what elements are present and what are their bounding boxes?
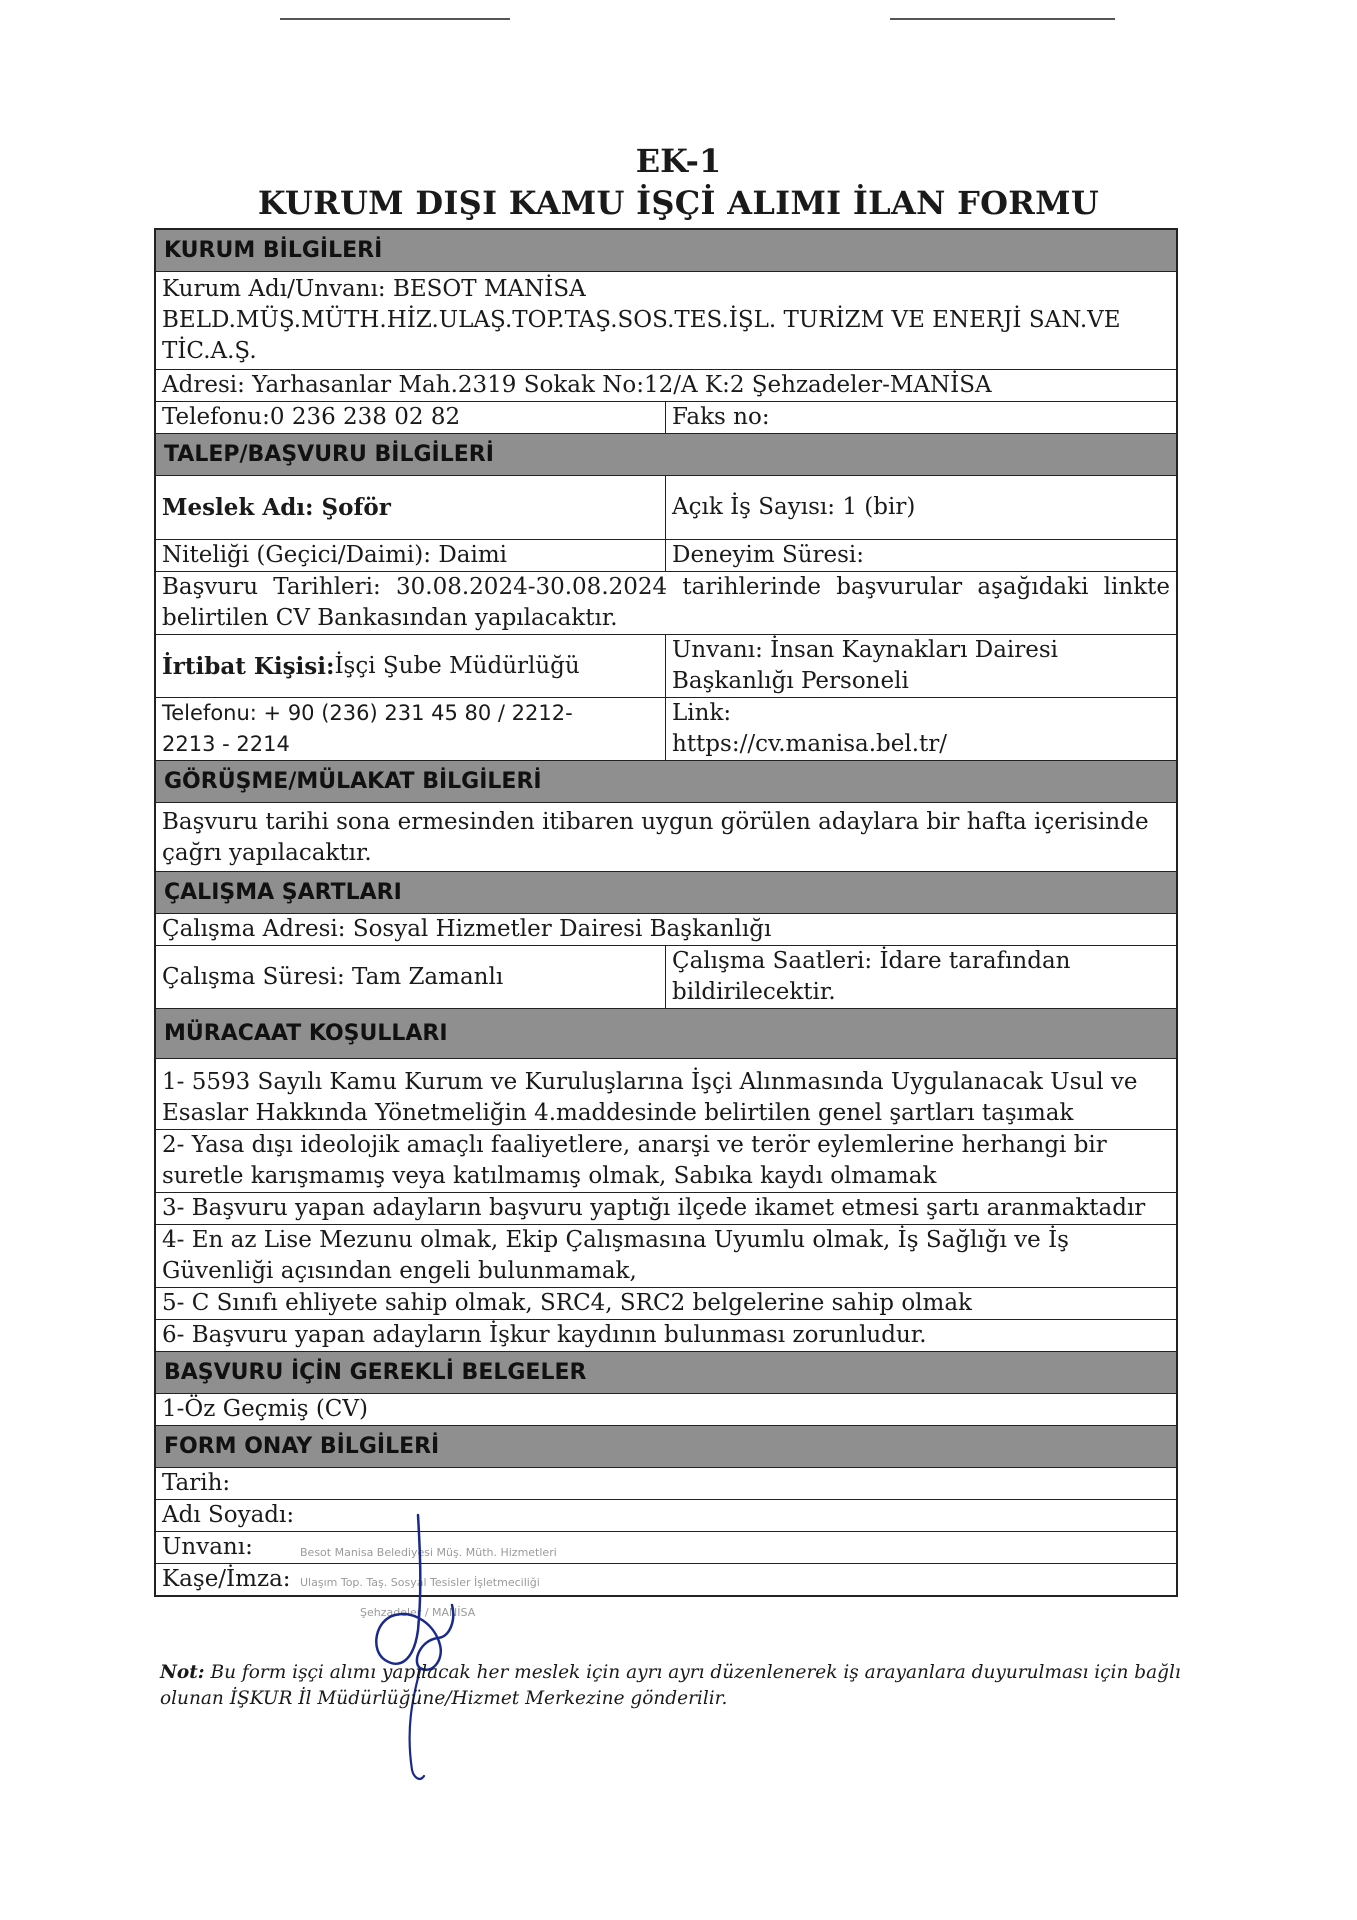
contact-title-line1: Unvanı: İnsan Kaynakları Dairesi [672, 637, 1059, 663]
row-work-address [156, 914, 1176, 946]
kurum-name-line2: BELD.MÜŞ.MÜTH.HİZ.ULAŞ.TOP.TAŞ.SOS.TES.İŞL. TURİZM VE ENERJİ SAN.VE TİC.A.Ş. [162, 307, 1121, 364]
form-title: KURUM DIŞI KAMU İŞÇİ ALIMI İLAN FORMU [257, 184, 1100, 222]
experience: Deneyim Süresi: [672, 542, 865, 568]
profession: Meslek Adı: Şoför [156, 476, 666, 539]
handwritten-signature [340, 1510, 500, 1790]
row-condition-3 [156, 1193, 1176, 1225]
row-approval-name [156, 1500, 1176, 1532]
approval-date: Tarih: [162, 1470, 231, 1496]
section-gorusme: GÖRÜŞME/MÜLAKAT BİLGİLERİ [156, 761, 1176, 803]
contact-phone-line2: 2213 - 2214 [162, 732, 290, 756]
row-condition-1 [156, 1059, 1176, 1130]
job-nature: Niteliği (Geçici/Daimi): Daimi [156, 540, 666, 571]
work-hours-line1: Çalışma Saatleri: İdare tarafından [672, 948, 1071, 974]
row-condition-6 [156, 1320, 1176, 1352]
row-condition-5 [156, 1288, 1176, 1320]
row-nature [156, 540, 1176, 572]
condition-item: 2- Yasa dışı ideolojik amaçlı faaliyetlere, anarşi ve terör eylemlerine herhangi bir suretle karışmamış veya katılmamış olmak, Sabıka kaydı olmamak [162, 1132, 1107, 1189]
footnote [160, 1660, 1190, 1712]
section-talep: TALEP/BAŞVURU BİLGİLERİ [156, 434, 1176, 476]
condition-item: 3- Başvuru yapan adayların başvuru yaptığı ilçede ikamet etmesi şartı aranmaktadır [162, 1195, 1146, 1221]
condition-item: 6- Başvuru yapan adayların İşkur kaydının bulunması zorunludur. [162, 1322, 927, 1348]
contact-value: İşçi Şube Müdürlüğü [334, 652, 580, 679]
row-dates [156, 572, 1176, 635]
work-duration: Çalışma Süresi: Tam Zamanlı [156, 946, 666, 1008]
announcement-form [154, 228, 1178, 1597]
kurum-name [156, 272, 1176, 369]
note-label: Not: [160, 1662, 205, 1683]
kurum-name-line1: Kurum Adı/Unvanı: BESOT MANİSA [162, 276, 586, 302]
row-condition-2 [156, 1130, 1176, 1193]
contact-person [156, 635, 666, 697]
kurum-address: Adresi: Yarhasanlar Mah.2319 Sokak No:12/A K:2 Şehzadeler-MANİSA [162, 372, 992, 398]
row-gorusme [156, 803, 1176, 872]
interview-info: Başvuru tarihi sona ermesinden itibaren uygun görülen adaylara bir hafta içerisinde çağrı yapılacaktır. [162, 809, 1149, 866]
kurum-phone: Telefonu:0 236 238 02 82 [156, 402, 666, 433]
row-work-hours [156, 946, 1176, 1009]
note-text: Bu form işçi alımı yapılacak her meslek için ayrı ayrı düzenlenerek iş arayanlara duyurulması için bağlı olunan İŞKUR İl Müdürlüğüne/Hizmet Merkezine gönderilir. [160, 1662, 1181, 1709]
stamp-line2: Ulaşım Top. Taş. Sosyal Tesisler İşletmeciliği [300, 1576, 540, 1589]
row-kurum-name [156, 272, 1176, 370]
row-condition-4 [156, 1225, 1176, 1288]
row-document [156, 1394, 1176, 1426]
row-kurum-address [156, 370, 1176, 402]
contact-phone [156, 698, 666, 760]
stamp-line3: Şehzadeler / MANİSA [360, 1606, 476, 1619]
document-item: 1-Öz Geçmiş (CV) [162, 1396, 368, 1422]
work-hours-line2: bildirilecektir. [672, 979, 836, 1005]
top-rule-right [890, 18, 1115, 20]
contact-title [666, 635, 1176, 697]
application-dates: Başvuru Tarihleri: 30.08.2024-30.08.2024 tarihlerinde başvurular aşağıdaki linkte belirtilen CV Bankasından yapılacaktır. [162, 574, 1170, 631]
row-approval-date [156, 1468, 1176, 1500]
stamp-line1: Besot Manisa Belediyesi Müş. Müth. Hizmetleri [300, 1546, 557, 1559]
row-profession [156, 476, 1176, 540]
section-muracaat: MÜRACAAT KOŞULLARI [156, 1009, 1176, 1059]
section-calisma: ÇALIŞMA ŞARTLARI [156, 872, 1176, 914]
work-hours [666, 946, 1176, 1008]
contact-label: İrtibat Kişisi: [162, 652, 335, 680]
work-address: Çalışma Adresi: Sosyal Hizmetler Dairesi Başkanlığı [162, 916, 772, 942]
condition-item: 5- C Sınıfı ehliyete sahip olmak, SRC4, SRC2 belgelerine sahip olmak [162, 1290, 972, 1316]
top-rule-left [280, 18, 510, 20]
section-belgeler: BAŞVURU İÇİN GEREKLİ BELGELER [156, 1352, 1176, 1394]
link-label: Link: [672, 700, 732, 726]
condition-item: 4- En az Lise Mezunu olmak, Ekip Çalışmasına Uyumlu olmak, İş Sağlığı ve İş Güvenliği açısından engeli bulunmamak, [162, 1227, 1069, 1284]
section-onay: FORM ONAY BİLGİLERİ [156, 1426, 1176, 1468]
approval-name: Adı Soyadı: [162, 1502, 295, 1528]
contact-phone-line1: Telefonu: + 90 (236) 231 45 80 / 2212- [162, 701, 573, 725]
approval-title: Unvanı: [162, 1534, 253, 1560]
form-code: EK-1 [635, 142, 722, 180]
condition-item: 1- 5593 Sayılı Kamu Kurum ve Kuruluşlarına İşçi Alınmasında Uygulanacak Usul ve Esaslar Hakkında Yönetmeliğin 4.maddesinde belirtilen genel şartları taşımak [162, 1069, 1138, 1126]
approval-stamp: Kaşe/İmza: [162, 1566, 291, 1592]
row-kurum-phone [156, 402, 1176, 434]
contact-title-line2: Başkanlığı Personeli [672, 668, 909, 694]
kurum-fax: Faks no: [672, 404, 770, 430]
row-contact [156, 635, 1176, 698]
link-url[interactable]: https://cv.manisa.bel.tr/ [672, 731, 948, 757]
row-contact-phone [156, 698, 1176, 761]
open-jobs: Açık İş Sayısı: 1 (bir) [672, 494, 916, 520]
application-link [666, 698, 1176, 760]
section-kurum: KURUM BİLGİLERİ [156, 230, 1176, 272]
